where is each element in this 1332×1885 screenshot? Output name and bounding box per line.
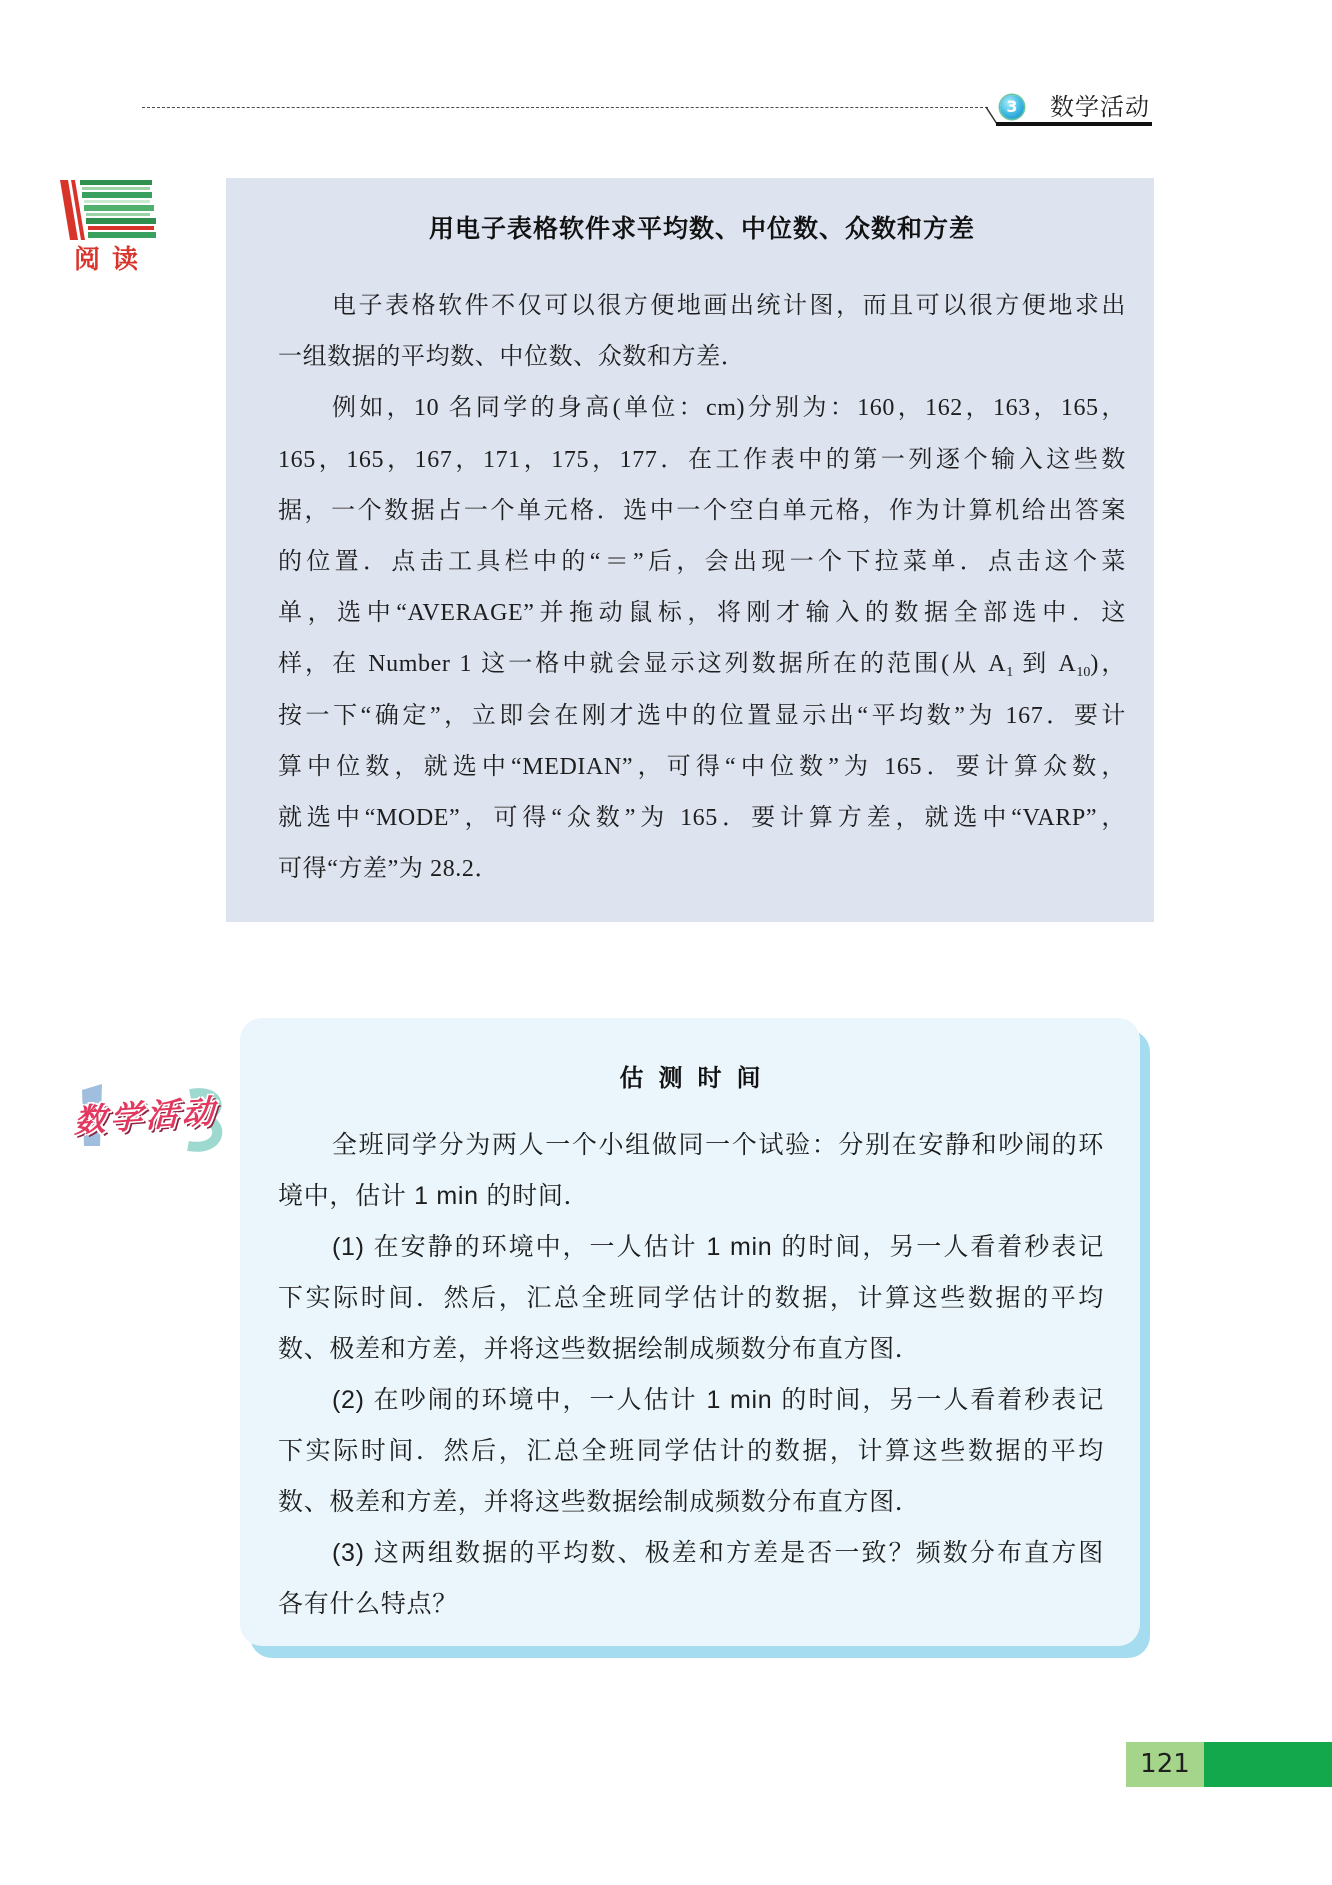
reading-line: 就选中“MODE”，可得“众数”为 165．要计算方差，就选中“VARP”， <box>278 804 1126 831</box>
reading-line: 可得“方差”为 28.2． <box>278 856 500 883</box>
activity-line: 下实际时间．然后，汇总全班同学估计的数据，计算这些数据的平均 <box>278 1284 1104 1312</box>
subscript: 1 <box>1006 665 1014 681</box>
activity-line: 境中，估计 1 min 的时间． <box>278 1182 590 1210</box>
reading-line-segment: 样，在 Number 1 这一格中就会显示这列数据所在的范围(从 A <box>278 651 1007 678</box>
reading-line: 一组数据的平均数、中位数、众数和方差． <box>278 344 746 371</box>
reading-line: 据，一个数据占一个单元格．选中一个空白单元格，作为计算机给出答案 <box>278 497 1126 524</box>
reading-body <box>278 281 1126 895</box>
book-stripe <box>86 218 156 224</box>
activity-line: (2) 在吵闹的环境中，一人估计 1 min 的时间，另一人看着秒表记 <box>332 1386 1104 1414</box>
reading-line: 例如，10 名同学的身高(单位：cm)分别为：160，162，163，165， <box>332 395 1126 422</box>
reading-line: 电子表格软件不仅可以很方便地画出统计图，而且可以很方便地求出 <box>332 293 1126 319</box>
book-stripe <box>80 180 152 185</box>
activity-line: 数、极差和方差，并将这些数据绘制成频数分布直方图． <box>278 1335 921 1363</box>
chapter-number-badge: 3 <box>1000 95 1024 119</box>
reading-line <box>278 639 1126 690</box>
subscript: 10 <box>1076 665 1091 681</box>
reading-line: 165，165，167，171，175，177．在工作表中的第一列逐个输入这些数 <box>278 446 1126 473</box>
book-stripe <box>86 213 150 216</box>
activity-line: (1) 在安静的环境中，一人估计 1 min 的时间，另一人看着秒表记 <box>332 1233 1104 1261</box>
header-dashed-rule <box>142 107 988 108</box>
reading-line-segment: 到 A <box>1013 651 1077 678</box>
activity-body <box>278 1120 1104 1630</box>
reading-title: 用电子表格软件求平均数、中位数、众数和方差 <box>428 214 975 243</box>
reading-line: 单，选中“AVERAGE”并拖动鼠标，将刚才输入的数据全部选中．这 <box>278 600 1126 627</box>
reading-icon-label: 阅读 <box>74 245 151 275</box>
reading-line: 的位置．点击工具栏中的“＝”后，会出现一个下拉菜单．点击这个菜 <box>278 548 1126 575</box>
math-activity-logo-text: 数学活动 <box>73 1091 219 1141</box>
activity-line: 各有什么特点？ <box>278 1590 458 1618</box>
book-stripe <box>84 205 154 211</box>
book-stripe <box>88 232 156 238</box>
activity-line: 全班同学分为两人一个小组做同一个试验：分别在安静和吵闹的环 <box>332 1131 1104 1159</box>
activity-line: (3) 这两组数据的平均数、极差和方差是否一致？频数分布直方图 <box>332 1539 1104 1567</box>
books-icon <box>58 178 158 244</box>
reading-line: 算中位数，就选中“MEDIAN”，可得“中位数”为 165．要计算众数， <box>278 753 1126 780</box>
book-stripe <box>84 200 150 203</box>
reading-icon <box>58 178 158 278</box>
page-number: 121 <box>1126 1742 1204 1787</box>
activity-line: 下实际时间．然后，汇总全班同学估计的数据，计算这些数据的平均 <box>278 1437 1104 1465</box>
book-stripe <box>88 226 154 230</box>
activity-title: 估测时间 <box>619 1064 776 1092</box>
book-stripe <box>82 192 152 198</box>
chapter-title: 数学活动 <box>1050 93 1150 121</box>
activity-line: 数、极差和方差，并将这些数据绘制成频数分布直方图． <box>278 1488 921 1516</box>
reading-line-segment: )， <box>1090 651 1126 678</box>
book-stripe <box>82 187 150 190</box>
math-activity-logo-icon <box>72 1080 230 1156</box>
reading-line: 按一下“确定”，立即会在刚才选中的位置显示出“平均数”为 167．要计 <box>278 702 1126 729</box>
page-number-bar <box>1204 1742 1332 1787</box>
